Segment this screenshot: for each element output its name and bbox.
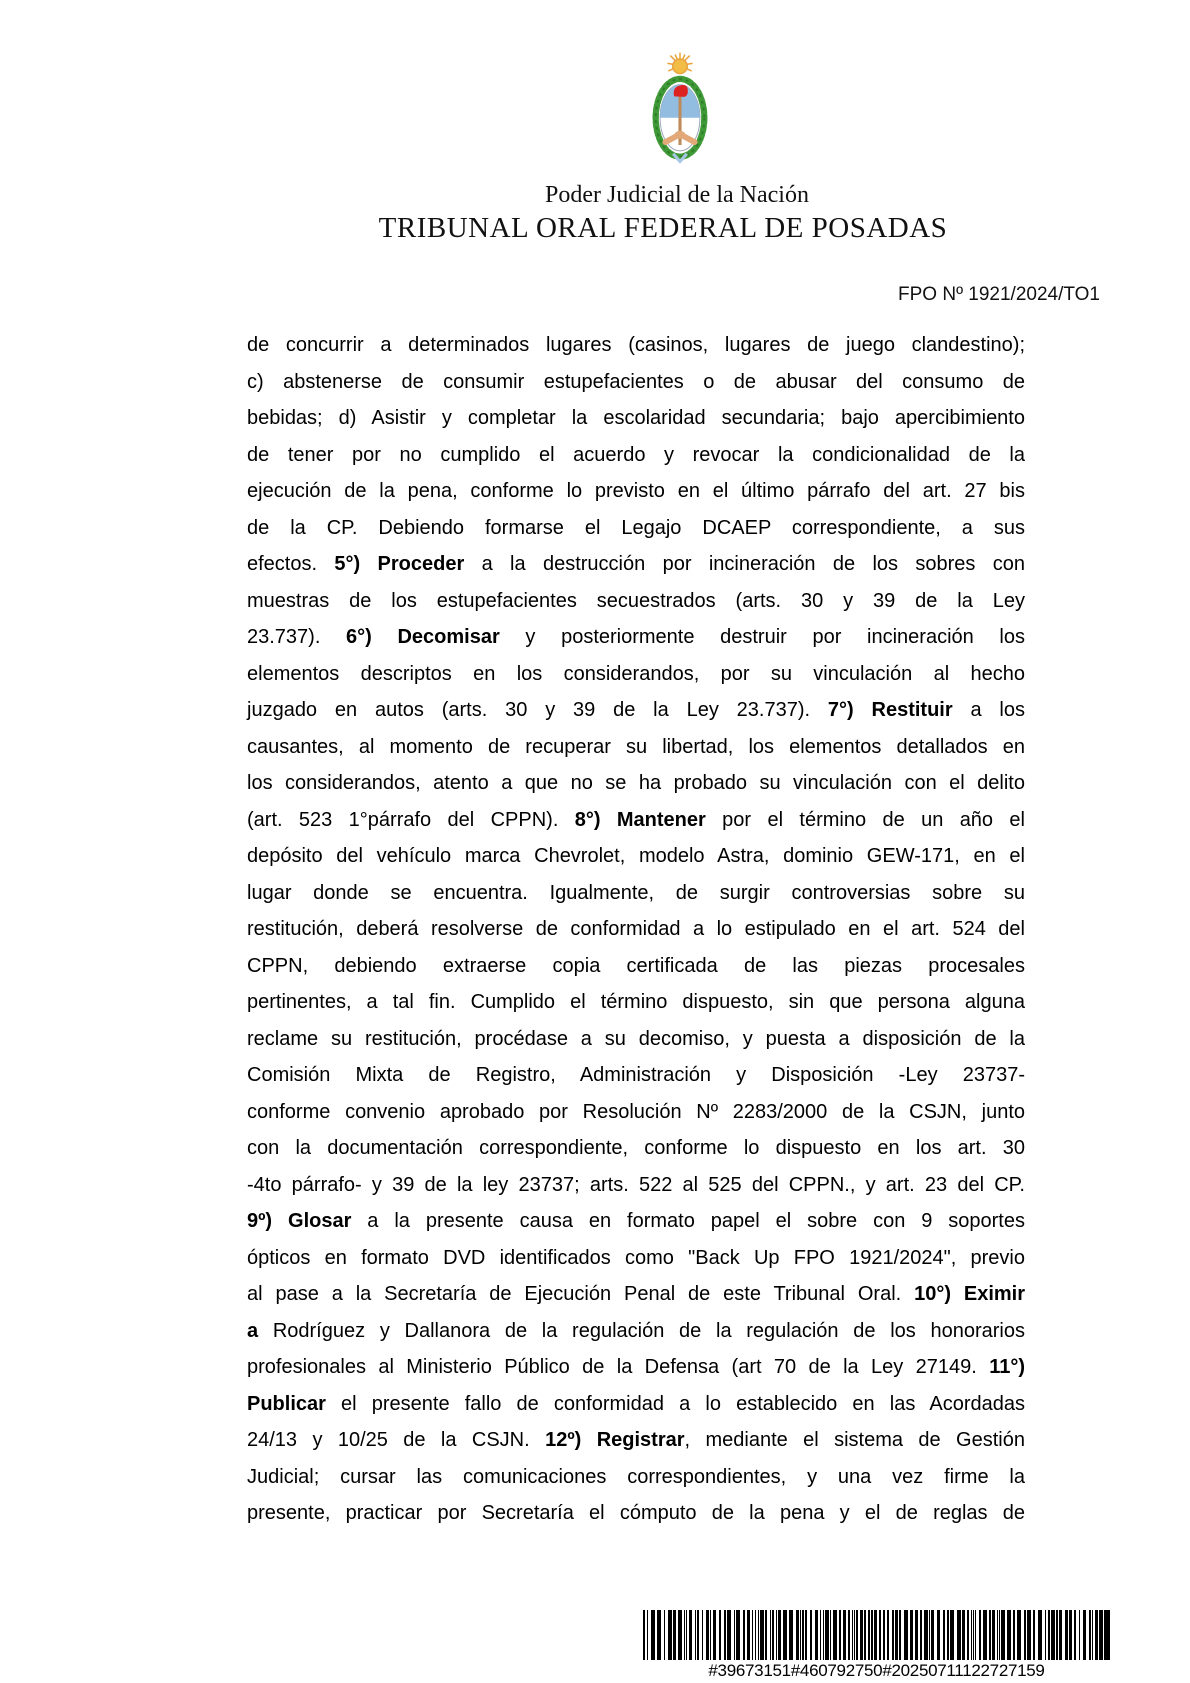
body-line bbox=[247, 1495, 1025, 1532]
text-run: conforme convenio aprobado por Resolución Nº 2283/2000 de la CSJN, junto bbox=[247, 1100, 1025, 1123]
text-run: profesionales al Ministerio Público de la Defensa (art 70 de la Ley 27149. bbox=[247, 1356, 990, 1378]
body-line bbox=[247, 327, 1025, 364]
text-run: bebidas; d) Asistir y completar la escolaridad secundaria; bajo apercibimiento bbox=[247, 407, 1025, 429]
body-line bbox=[247, 692, 1025, 729]
text-run: lugar donde se encuentra. Igualmente, de surgir controversias sobre su bbox=[247, 881, 1025, 904]
body-line bbox=[247, 473, 1025, 510]
text-run: al pase a la Secretaría de Ejecución Penal de este Tribunal Oral. bbox=[247, 1283, 915, 1305]
text-run: (art. 523 1°párrafo del CPPN). bbox=[247, 808, 575, 831]
text-run: depósito del vehículo marca Chevrolet, modelo Astra, dominio GEW-171, en el bbox=[247, 845, 1025, 867]
text-run: con la documentación correspondiente, conforme lo dispuesto en los art. 30 bbox=[247, 1137, 1025, 1159]
institution-name: Poder Judicial de la Nación bbox=[545, 182, 809, 208]
text-run: 23.737). bbox=[247, 626, 347, 648]
text-run: reclame su restitución, procédase a su decomiso, y puesta a disposición de la bbox=[247, 1027, 1025, 1050]
body-line bbox=[247, 1313, 1025, 1350]
body-line bbox=[247, 1130, 1025, 1167]
text-run: -4to párrafo- y 39 de la ley 23737; arts. 522 al 525 del CPPN., y art. 23 del CP. bbox=[247, 1173, 1025, 1196]
body-line bbox=[247, 437, 1025, 474]
body-line bbox=[247, 1167, 1025, 1204]
text-run: de concurrir a determinados lugares (casinos, lugares de juego clandestino); bbox=[247, 334, 1025, 356]
body-line bbox=[247, 948, 1025, 985]
body-line bbox=[247, 583, 1025, 620]
body-line bbox=[247, 1276, 1025, 1313]
body-line bbox=[247, 729, 1025, 766]
text-run: ópticos en formato DVD identificados como "Back Up FPO 1921/2024", previo bbox=[247, 1246, 1025, 1269]
body-line bbox=[247, 1203, 1025, 1240]
case-number: FPO Nº 1921/2024/TO1 bbox=[898, 284, 1100, 305]
text-run: Judicial; cursar las comunicaciones correspondientes, y una vez firme la bbox=[247, 1465, 1025, 1488]
text-run: presente, practicar por Secretaría el cómputo de la pena y el de reglas de bbox=[247, 1502, 1025, 1524]
coat-of-arms-icon bbox=[645, 50, 715, 170]
bold-run: Publicar bbox=[247, 1392, 326, 1415]
body-line bbox=[247, 875, 1025, 912]
bold-run: 7°) Restituir bbox=[827, 699, 953, 721]
text-run: de la CP. Debiendo formarse el Legajo DCAEP correspondiente, a sus bbox=[247, 516, 1025, 539]
body-line bbox=[247, 1386, 1025, 1423]
bold-run: 9º) Glosar bbox=[247, 1210, 352, 1232]
text-run: juzgado en autos (arts. 30 y 39 de la Ley 23.737). bbox=[247, 699, 828, 721]
text-run: elementos descriptos en los considerandos, por su vinculación al hecho bbox=[247, 662, 1025, 685]
body-line bbox=[247, 1021, 1025, 1058]
bold-run: 5°) Proceder bbox=[334, 553, 465, 575]
body-line bbox=[247, 765, 1025, 802]
text-run: efectos. bbox=[247, 553, 335, 575]
text-run: a la destrucción por incineración de los sobres con bbox=[464, 553, 1026, 575]
text-run: ejecución de la pena, conforme lo previsto en el último párrafo del art. 27 bis bbox=[247, 480, 1025, 502]
text-run: , mediante el sistema de Gestión bbox=[684, 1429, 1025, 1451]
bold-run: 6°) Decomisar bbox=[346, 626, 500, 648]
body-line bbox=[247, 656, 1025, 693]
body-line bbox=[247, 984, 1025, 1021]
bold-run: 11°) bbox=[989, 1356, 1025, 1378]
text-run: el presente fallo de conformidad a lo establecido en las Acordadas bbox=[325, 1392, 1025, 1415]
text-run: los considerandos, atento a que no se ha probado su vinculación con el delito bbox=[247, 772, 1025, 794]
body-line bbox=[247, 364, 1025, 401]
barcode bbox=[643, 1610, 1110, 1660]
body-line bbox=[247, 911, 1025, 948]
body-line bbox=[247, 1057, 1025, 1094]
bold-run: a bbox=[247, 1319, 259, 1342]
text-run: causantes, al momento de recuperar su libertad, los elementos detallados en bbox=[247, 735, 1025, 758]
text-run: Rodríguez y Dallanora de la regulación de la regulación de los honorarios bbox=[258, 1319, 1025, 1342]
text-run: y posteriormente destruir por incineración los bbox=[499, 626, 1025, 648]
text-run: pertinentes, a tal fin. Cumplido el término dispuesto, sin que persona alguna bbox=[247, 991, 1025, 1013]
tribunal-title: TRIBUNAL ORAL FEDERAL DE POSADAS bbox=[378, 212, 948, 244]
barcode-block bbox=[643, 1610, 1110, 1681]
text-run: CPPN, debiendo extraerse copia certificada de las piezas procesales bbox=[247, 954, 1025, 977]
text-run: muestras de los estupefacientes secuestrados (arts. 30 y 39 de la Ley bbox=[247, 589, 1025, 612]
text-run: por el término de un año el bbox=[705, 808, 1025, 831]
bold-run: 10°) Eximir bbox=[914, 1283, 1026, 1305]
bold-run: 8°) Mantener bbox=[574, 808, 706, 831]
body-line bbox=[247, 1240, 1025, 1277]
body-text bbox=[247, 327, 1025, 1532]
text-run: a los bbox=[952, 699, 1025, 721]
body-line bbox=[247, 802, 1025, 839]
body-line bbox=[247, 546, 1025, 583]
body-line bbox=[247, 1094, 1025, 1131]
body-line bbox=[247, 1459, 1025, 1496]
text-run: de tener por no cumplido el acuerdo y revocar la condicionalidad de la bbox=[247, 443, 1025, 466]
bold-run: 12º) Registrar bbox=[545, 1429, 685, 1451]
body-line bbox=[247, 400, 1025, 437]
text-run: 24/13 y 10/25 de la CSJN. bbox=[247, 1429, 546, 1451]
body-line bbox=[247, 1422, 1025, 1459]
body-line bbox=[247, 619, 1025, 656]
body-line bbox=[247, 510, 1025, 547]
barcode-text: #39673151#460792750#20250711122727159 bbox=[708, 1661, 1045, 1680]
text-run: a la presente causa en formato papel el sobre con 9 soportes bbox=[351, 1210, 1025, 1232]
body-line bbox=[247, 1349, 1025, 1386]
text-run: restitución, deberá resolverse de conformidad a lo estipulado en el art. 524 del bbox=[247, 918, 1025, 940]
text-run: Comisión Mixta de Registro, Administración y Disposición -Ley 23737- bbox=[247, 1064, 1025, 1086]
body-line bbox=[247, 838, 1025, 875]
text-run: c) abstenerse de consumir estupefacientes o de abusar del consumo de bbox=[247, 370, 1025, 393]
